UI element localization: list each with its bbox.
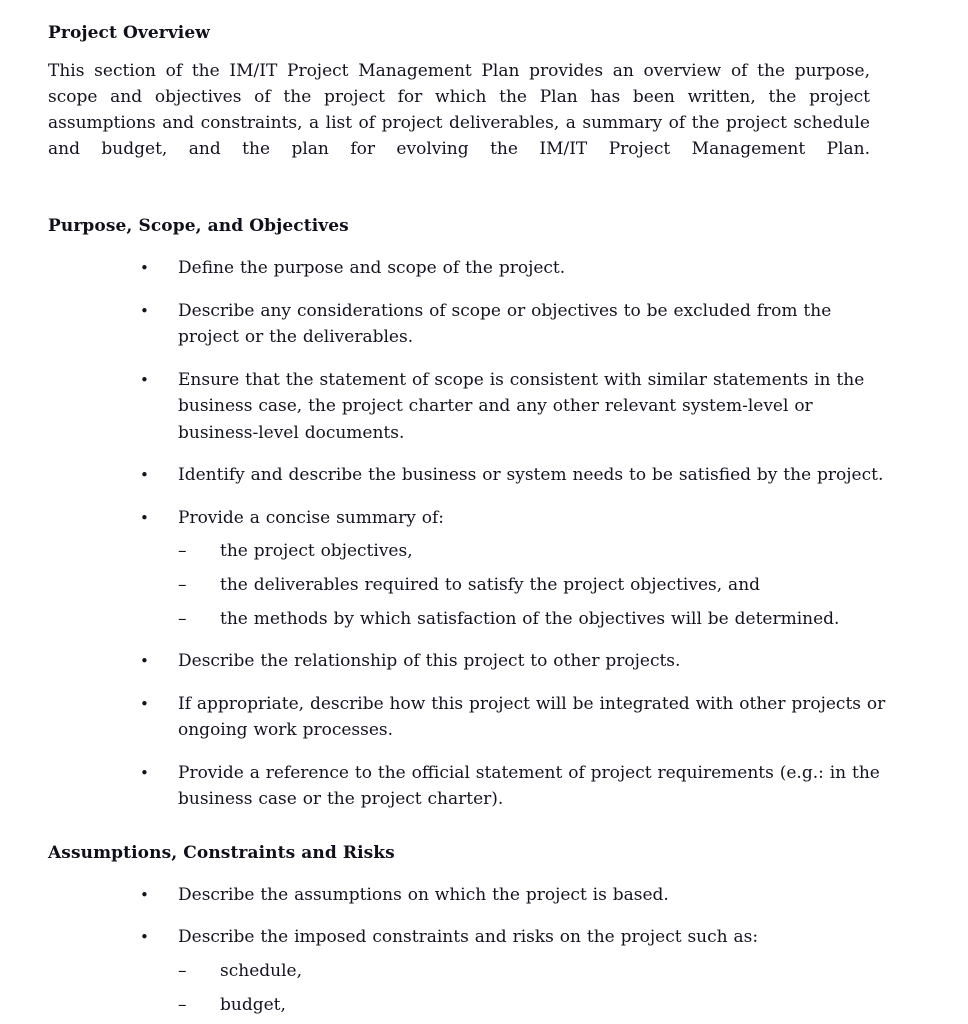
list-item (48, 505, 897, 633)
list-item-text: Define the purpose and scope of the project. (178, 258, 566, 278)
list-item-text: Describe the imposed constraints and risks on the project such as: (178, 927, 759, 947)
section-heading-purpose-scope-objectives: Purpose, Scope, and Objectives (48, 216, 349, 236)
list-item-text: Ensure that the statement of scope is consistent with similar statements in the business case, the project charter and any other relevant system-level or business-level documents. (178, 369, 865, 443)
list-item (48, 255, 897, 282)
sub-list-item (178, 572, 897, 598)
sub-list-item (178, 992, 897, 1018)
list-item-text: Identify and describe the business or system needs to be satisfied by the project. (178, 465, 884, 485)
sub-list-item-text: schedule, (220, 960, 302, 981)
list-item-text: Provide a concise summary of: (178, 507, 445, 528)
bullet-marker-icon: • (140, 652, 149, 670)
list-item (48, 882, 897, 909)
dash-marker-icon: – (178, 960, 187, 981)
list-item-text: Provide a reference to the official statement of project requirements (e.g.: in the business case or the project charter). (178, 762, 880, 809)
dash-marker-icon: – (178, 994, 187, 1015)
sub-list-item (178, 606, 897, 632)
dash-marker-icon: – (178, 575, 187, 595)
section-heading-project-overview: Project Overview (48, 23, 211, 43)
sub-bullet-list (178, 538, 897, 632)
sub-list-item-text: budget, (220, 994, 286, 1015)
sub-list-item (178, 958, 897, 984)
bullet-marker-icon: • (140, 259, 149, 277)
assumptions-bullet-list (48, 882, 920, 1018)
sub-list-item-text: the deliverables required to satisfy the project objectives, and (220, 575, 761, 595)
list-item-text: Describe the assumptions on which the project is based. (178, 884, 669, 905)
sub-list-item (178, 538, 897, 564)
list-item (48, 367, 897, 447)
bullet-marker-icon: • (140, 763, 149, 782)
bullet-marker-icon: • (140, 885, 149, 904)
intro-paragraph: This section of the IM/IT Project Management Plan provides an overview of the purpose, scope and objectives of the project for which the Plan has been written, the project assumptions and constraints, a list of project deliverables, a summary of the project schedule and budget, and the plan for evolving the IM/IT Project Management Plan. (48, 61, 870, 159)
sub-list-item-text: the project objectives, (220, 541, 413, 561)
list-item (48, 462, 897, 489)
list-item (48, 924, 897, 1018)
bullet-marker-icon: • (140, 301, 149, 320)
bullet-marker-icon: • (140, 694, 149, 713)
sub-list-item-text: the methods by which satisfaction of the objectives will be determined. (220, 609, 840, 629)
bullet-marker-icon: • (140, 466, 149, 484)
list-item (48, 298, 897, 351)
purpose-bullet-list (48, 255, 920, 813)
list-item (48, 648, 897, 675)
bullet-marker-icon: • (140, 928, 149, 946)
dash-marker-icon: – (178, 541, 187, 561)
list-item-text: If appropriate, describe how this project will be integrated with other projects or ongoing work processes. (178, 693, 886, 740)
list-item (48, 691, 897, 744)
section-heading-assumptions-constraints-risks: Assumptions, Constraints and Risks (48, 842, 395, 863)
list-item-text: Describe the relationship of this project to other projects. (178, 651, 681, 671)
bullet-marker-icon: • (140, 370, 149, 389)
bullet-marker-icon: • (140, 508, 149, 527)
list-item-text: Describe any considerations of scope or objectives to be excluded from the project or the deliverables. (178, 300, 832, 347)
dash-marker-icon: – (178, 609, 187, 629)
sub-bullet-list (178, 958, 897, 1018)
list-item (48, 760, 897, 813)
